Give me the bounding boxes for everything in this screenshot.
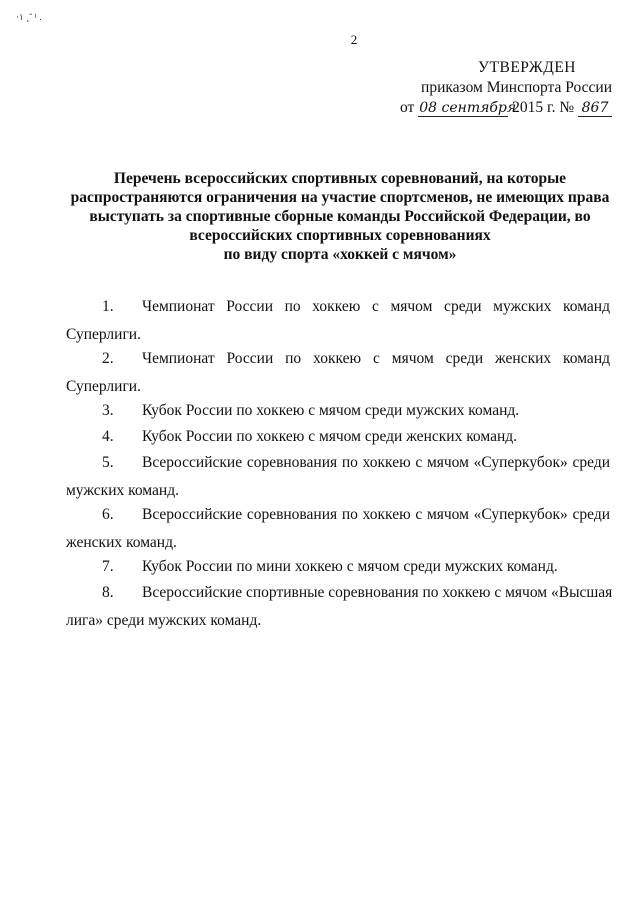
item-text-continued: лига» среди мужских команд.: [66, 612, 262, 629]
title-line: Перечень всероссийских спортивных соревнований, на которые: [113, 170, 567, 187]
list-item: [66, 553, 610, 581]
document-title: [60, 169, 620, 264]
item-text: Чемпионат России по хоккею с мячом среди мужских команд: [142, 298, 610, 315]
item-text-continued: мужских команд.: [66, 482, 179, 499]
title-line: распространяются ограничения на участие спортсменов, не имеющих права: [70, 189, 610, 206]
title-line: выступать за спортивные сборные команды Российской Федерации, во: [89, 208, 591, 225]
title-line: по виду спорта «хоккей с мячом»: [223, 246, 457, 263]
title-line: всероссийских спортивных соревнованиях: [189, 227, 491, 244]
item-text: Чемпионат России по хоккею с мячом среди женских команд: [142, 350, 610, 367]
item-text: Всероссийские спортивные соревнования по хоккею с мячом «Высшая: [142, 584, 613, 601]
item-text: Всероссийские соревнования по хоккею с мячом «Суперкубок» среди: [142, 506, 610, 523]
item-text: Кубок России по хоккею с мячом среди женских команд.: [142, 428, 518, 445]
approval-title: УТВЕРЖДЕН: [478, 59, 576, 76]
item-number: 2.: [102, 350, 114, 367]
item-number: 1.: [102, 298, 114, 315]
item-number: 8.: [102, 584, 114, 601]
list-item: [66, 449, 610, 505]
scan-marks: ·١ ¸ˆ ¹ .: [16, 12, 42, 22]
list-item: [66, 345, 610, 401]
item-text-continued: Суперлиги.: [66, 378, 141, 395]
list-item: [66, 423, 610, 451]
handwritten-order-number: 867: [578, 101, 612, 117]
item-number: 7.: [102, 558, 114, 575]
list-item: [66, 579, 613, 635]
item-number: 4.: [102, 428, 114, 445]
item-text: Кубок России по мини хоккею с мячом среди мужских команд.: [142, 558, 558, 575]
item-text: Всероссийские соревнования по хоккею с мячом «Суперкубок» среди: [142, 454, 610, 471]
item-number: 3.: [102, 402, 114, 419]
approval-order-line: приказом Минспорта России: [421, 79, 612, 96]
page-number: 2: [350, 32, 358, 47]
list-item: [66, 501, 610, 557]
approval-date-line: [400, 98, 612, 118]
list-item: [66, 293, 610, 349]
approval-prefix: от: [400, 99, 415, 116]
list-item: [66, 397, 610, 425]
item-text-continued: Суперлиги.: [66, 326, 141, 343]
item-text-continued: женских команд.: [66, 534, 177, 551]
handwritten-date: 08 сентября: [419, 100, 517, 116]
item-number: 6.: [102, 506, 114, 523]
item-text: Кубок России по хоккею с мячом среди мужских команд.: [142, 402, 520, 419]
approval-year: 2015 г. №: [512, 99, 575, 116]
approval-stamp: [400, 58, 612, 118]
item-number: 5.: [102, 454, 114, 471]
